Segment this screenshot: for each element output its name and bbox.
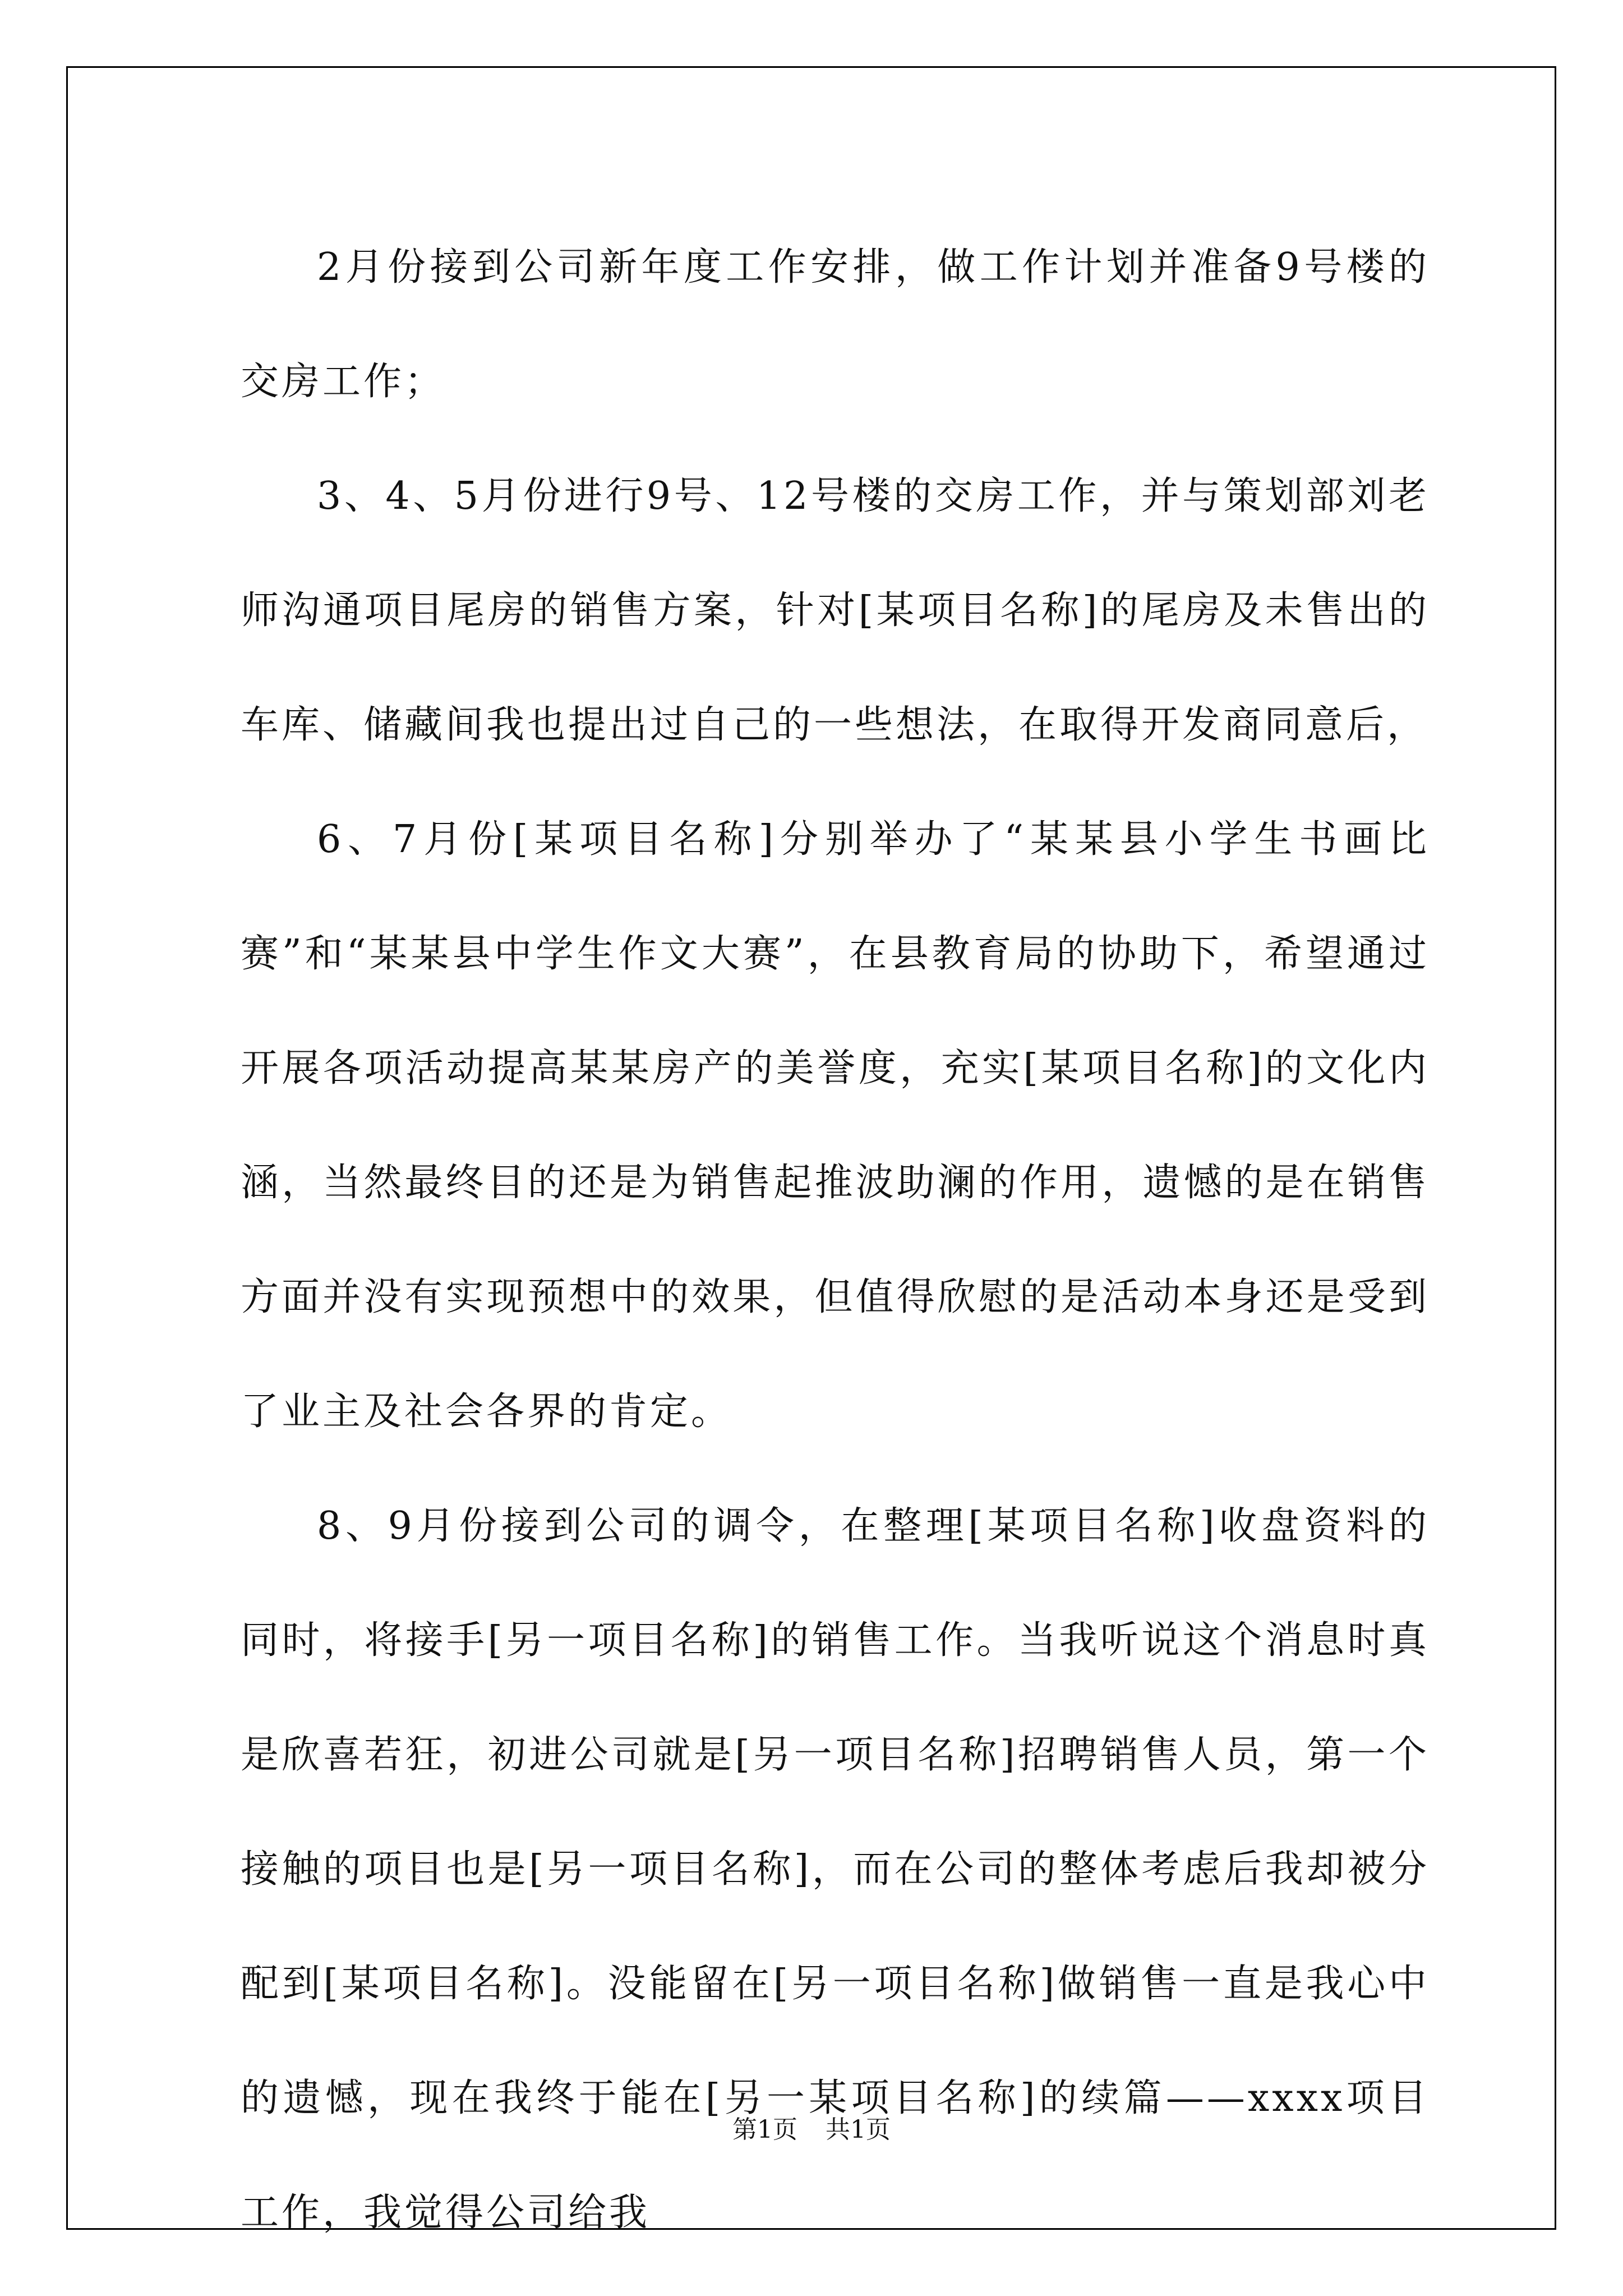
- page-number: 第1页: [732, 2115, 797, 2144]
- paragraph-june-july: 6、7月份[某项目名称]分别举办了“某某县小学生书画比赛”和“某某县中学生作文大赛”，在县教育局的协助下，希望通过开展各项活动提高某某房产的美誉度，充实[某项目名称]的文化内涵，当然最终目的还是为销售起推波助澜的作用，遗憾的是在销售方面并没有实现预想中的效果，但值得欣慰的是活动本身还是受到了业主及社会各界的肯定。: [241, 817, 1430, 1434]
- document-body: [241, 210, 1430, 2270]
- paragraph-february: 2月份接到公司新年度工作安排，做工作计划并准备9号楼的交房工作；: [241, 245, 1430, 404]
- page-footer: [0, 2109, 1623, 2145]
- paragraph-august-september: 8、9月份接到公司的调令，在整理[某项目名称]收盘资料的同时，将接手[另一项目名称]的销售工作。当我听说这个消息时真是欣喜若狂，初进公司就是[另一项目名称]招聘销售人员，第一个接触的项目也是[另一项目名称]，而在公司的整体考虑后我却被分配到[某项目名称]。没能留在[另一项目名称]做销售一直是我心中的遗憾，现在我终于能在[另一某项目名称]的续篇——xxxx项目工作，我觉得公司给我: [241, 1504, 1430, 2235]
- paragraph-march-may: 3、4、5月份进行9号、12号楼的交房工作，并与策划部刘老师沟通项目尾房的销售方案，针对[某项目名称]的尾房及未售出的车库、储藏间我也提出过自己的一些想法，在取得开发商同意后，: [241, 474, 1430, 747]
- page-total: 共1页: [826, 2115, 891, 2144]
